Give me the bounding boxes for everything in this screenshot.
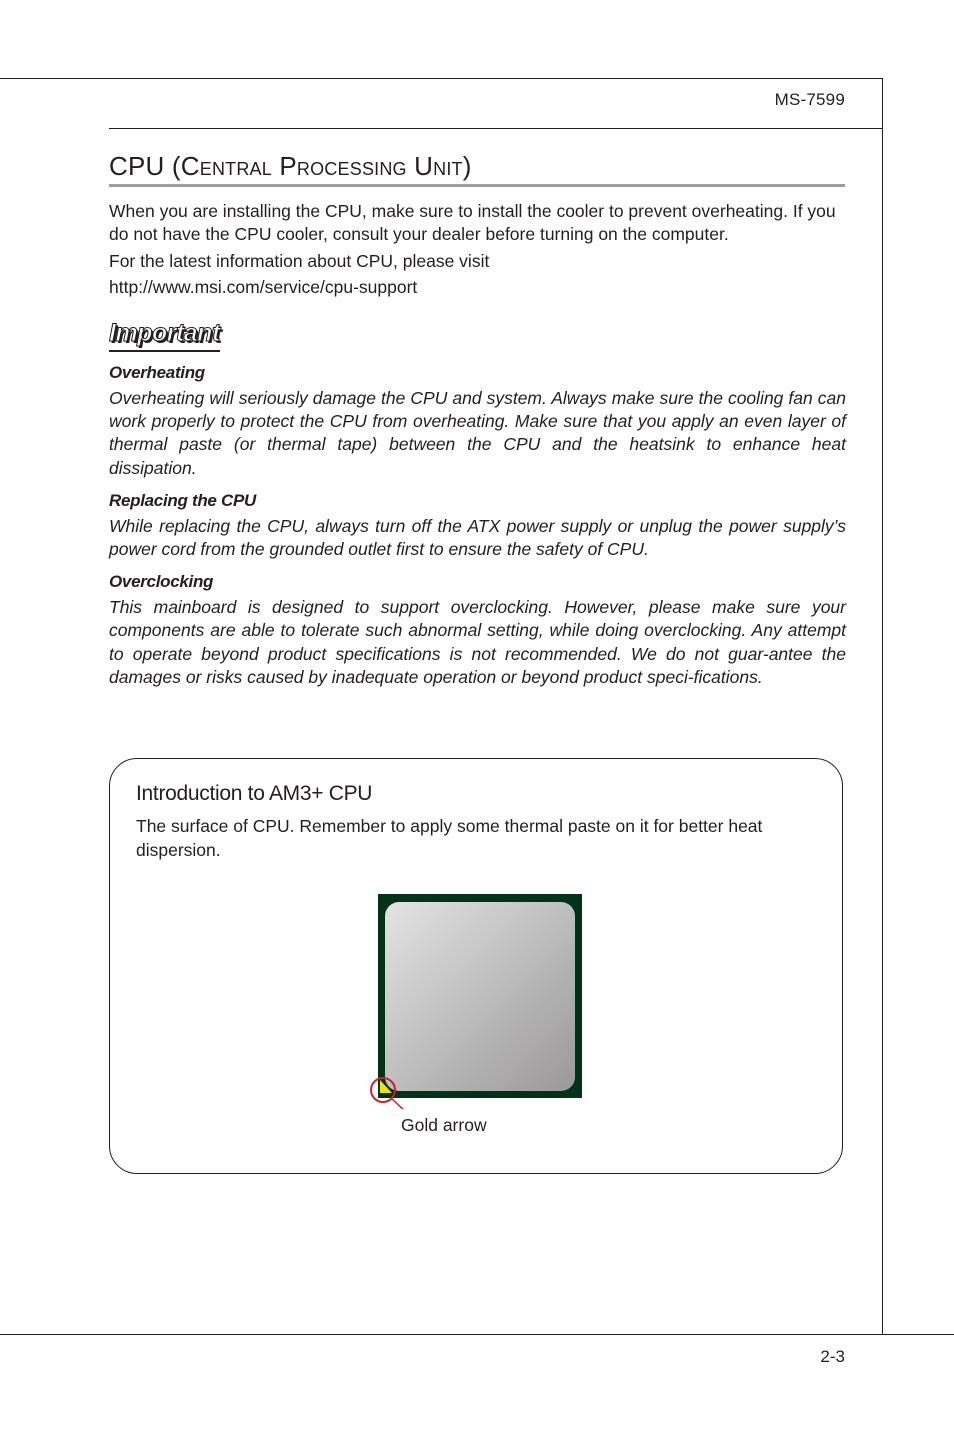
model-number: MS-7599	[774, 90, 845, 109]
note-replacing-cpu	[109, 490, 846, 561]
note-title: Overclocking	[109, 572, 214, 592]
cpu-support-url: http://www.msi.com/service/cpu-support	[109, 277, 418, 297]
am3-intro-box	[109, 758, 843, 1174]
note-body: While replacing the CPU, always turn off the ATX power supply or unplug the power supply’s power cord from the grounded outlet first to ensure the safety of CPU.	[109, 515, 846, 560]
note-body: This mainboard is designed to support overclocking. However, please make sure your components are able to tolerate such abnormal setting, while doing overclocking. Any attempt to operate beyond product specifications is not recommended. We do not guar-antee the damages or risks caused by inadequate operation or beyond product speci-fications.	[109, 597, 846, 687]
am3-box-text: The surface of CPU. Remember to apply some thermal paste on it for better heat dispersion.	[136, 816, 763, 860]
section-title: CPU (Central Processing Unit)	[109, 150, 845, 187]
note-body: Overheating will seriously damage the CPU and system. Always make sure the cooling fan can work properly to protect the CPU from overheating. Make sure that you apply an even layer of thermal paste (or thermal tape) between the CPU and the heatsink to enhance heat dissipation.	[109, 388, 846, 478]
cpu-surface-illustration	[370, 894, 585, 1109]
right-margin-rule	[882, 78, 883, 1335]
intro-visit-line: For the latest information about CPU, please visit	[109, 251, 490, 271]
cpu-heatspreader	[385, 902, 575, 1091]
important-heading: Important	[109, 318, 220, 352]
header-rule	[109, 128, 883, 129]
note-title: Replacing the CPU	[109, 490, 256, 510]
top-rule	[0, 78, 883, 79]
note-overclocking	[109, 571, 846, 689]
marker-leader-line	[391, 1098, 405, 1109]
gold-arrow-caption: Gold arrow	[401, 1115, 487, 1135]
bottom-rule	[0, 1334, 954, 1335]
note-overheating	[109, 362, 846, 480]
intro-text	[109, 200, 849, 299]
important-notes	[109, 362, 846, 689]
am3-box-title: Introduction to AM3+ CPU	[136, 782, 373, 805]
page-number: 2-3	[820, 1347, 845, 1366]
note-title: Overheating	[109, 363, 205, 382]
intro-paragraph: When you are installing the CPU, make sure to install the cooler to prevent overheating. If you do not have the CPU cooler, consult your dealer before turning on the computer.	[109, 201, 836, 244]
